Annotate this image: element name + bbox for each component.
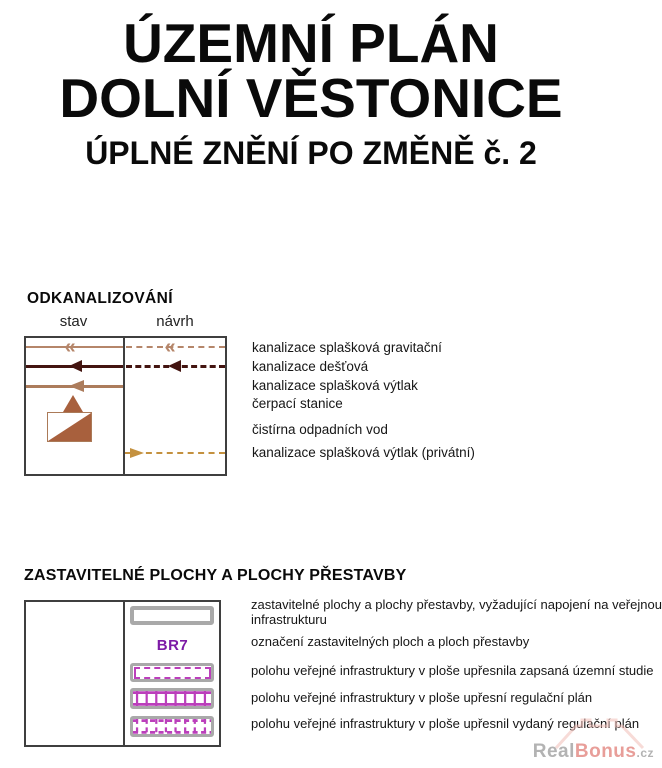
pump-station-symbol [63,395,83,412]
solid-hatch-pattern [133,691,211,706]
watermark [533,741,654,763]
watermark-part1: Real [532,741,575,762]
territorial-study-symbol [130,663,214,682]
document-title-line1: ÚZEMNÍ PLÁN [123,12,499,74]
column-label-existing: stav [59,313,88,330]
legend-label: polohu veřejné infrastruktury v ploše upřesnila zapsaná územní studie [251,663,654,678]
flow-arrow-left-icon [168,360,181,372]
watermark-suffix: .cz [636,746,654,760]
column-label-proposed: návrh [156,313,194,330]
dashed-hatch-pattern [133,719,211,734]
legend-label: zastavitelné plochy a plochy přestavby, vyžadující napojení na veřejnou infrastrukturu [251,597,662,627]
legend-label: kanalizace splašková gravitační [252,340,442,355]
drainage-legend-box: « [24,336,227,476]
legend-label: kanalizace splašková výtlak [252,378,418,393]
section-drainage-heading: ODKANALIZOVÁNÍ [27,290,173,307]
legend-label: čerpací stanice [252,396,343,411]
legend-label: polohu veřejné infrastruktury v ploše upřesnil vydaný regulační plán [251,716,640,731]
flow-arrow-left-icon [69,380,84,392]
zone-code-label: BR7 [156,637,189,654]
watermark-part2: Bonus [574,741,637,762]
treatment-plant-diagonal [48,413,91,441]
section-areas-heading: ZASTAVITELNÉ PLOCHY A PLOCHY PŘESTAVBY [24,567,407,584]
flow-arrow-right-icon [130,448,144,458]
document-title-block [0,12,622,171]
areas-legend-box [24,600,221,747]
regulation-plan-symbol [130,688,214,709]
legend-label: čistírna odpadních vod [252,422,388,437]
document-subtitle: ÚPLNÉ ZNĚNÍ PO ZMĚNĚ č. 2 [85,135,537,171]
treatment-plant-symbol [47,412,92,442]
legend-label: kanalizace splašková výtlak (privátní) [252,445,475,460]
legend-label: kanalizace dešťová [252,359,369,374]
gravity-sewer-proposed-line [126,346,225,348]
legend-label: polohu veřejné infrastruktury v ploše upřesní regulační plán [251,690,593,705]
legend-label: označení zastavitelných ploch a ploch přestavby [251,634,530,649]
flow-arrow-left-icon [69,360,82,372]
buildable-area-outline-symbol [130,606,214,625]
column-divider [123,602,125,745]
document-title-line2: DOLNÍ VĚSTONICE [59,67,563,129]
issued-regulation-plan-symbol [130,716,214,737]
territorial-study-dashed-outline [134,667,211,679]
